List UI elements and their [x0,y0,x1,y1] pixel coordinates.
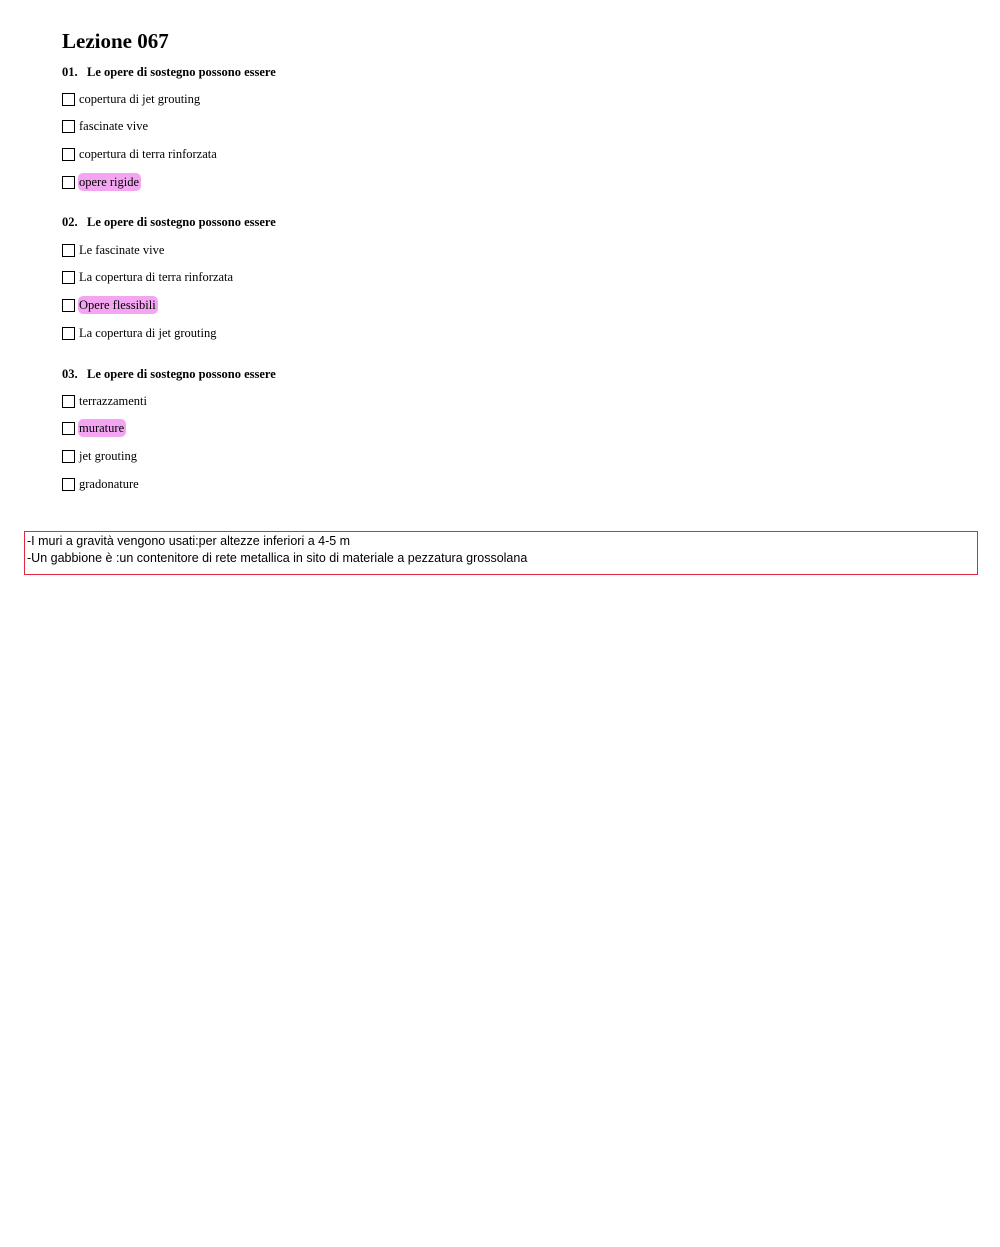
question-text: Le opere di sostegno possono essere [87,215,276,229]
question-number: 01. [62,65,78,79]
option-label: Le fascinate vive [79,243,165,257]
checkbox[interactable] [62,244,75,257]
checkbox[interactable] [62,478,75,491]
question-03 [62,367,276,382]
option-label: gradonature [79,477,139,491]
option-label-highlighted: opere rigide [79,175,140,189]
option-q1-c[interactable] [62,145,219,163]
option-q1-a[interactable] [62,90,202,108]
checkbox[interactable] [62,148,75,161]
option-label: fascinate vive [79,119,149,133]
option-q2-c[interactable] [62,296,158,314]
checkbox[interactable] [62,327,75,340]
question-text: Le opere di sostegno possono essere [87,65,276,79]
option-label: terrazzamenti [79,394,148,408]
option-q1-b[interactable] [62,117,150,135]
option-q2-b[interactable] [62,268,235,286]
page-title: Lezione 067 [62,29,169,53]
checkbox[interactable] [62,395,75,408]
checkbox[interactable] [62,176,75,189]
question-number: 03. [62,367,78,381]
option-q2-d[interactable] [62,324,218,342]
question-text: Le opere di sostegno possono essere [87,367,276,381]
option-label: La copertura di terra rinforzata [79,270,234,284]
option-label: copertura di terra rinforzata [79,147,217,161]
notes-line: -I muri a gravità vengono usati:per altezze inferiori a 4-5 m [27,534,351,548]
checkbox[interactable] [62,422,75,435]
checkbox[interactable] [62,450,75,463]
option-label: jet grouting [79,449,137,463]
question-01 [62,65,276,80]
notes-box [24,531,978,575]
option-q3-c[interactable] [62,447,139,465]
option-label: La copertura di jet grouting [79,326,217,340]
option-q3-d[interactable] [62,475,141,493]
checkbox[interactable] [62,271,75,284]
option-label: copertura di jet grouting [79,92,201,106]
option-label-highlighted: murature [79,421,125,435]
option-q3-b[interactable] [62,419,126,437]
option-q3-a[interactable] [62,392,149,410]
notes-line: -Un gabbione è :un contenitore di rete metallica in sito di materiale a pezzatura grossolana [27,551,528,565]
checkbox[interactable] [62,93,75,106]
question-02 [62,215,276,230]
option-q2-a[interactable] [62,241,166,259]
checkbox[interactable] [62,299,75,312]
question-number: 02. [62,215,78,229]
checkbox[interactable] [62,120,75,133]
option-label-highlighted: Opere flessibili [79,298,156,312]
option-q1-d[interactable] [62,173,141,191]
